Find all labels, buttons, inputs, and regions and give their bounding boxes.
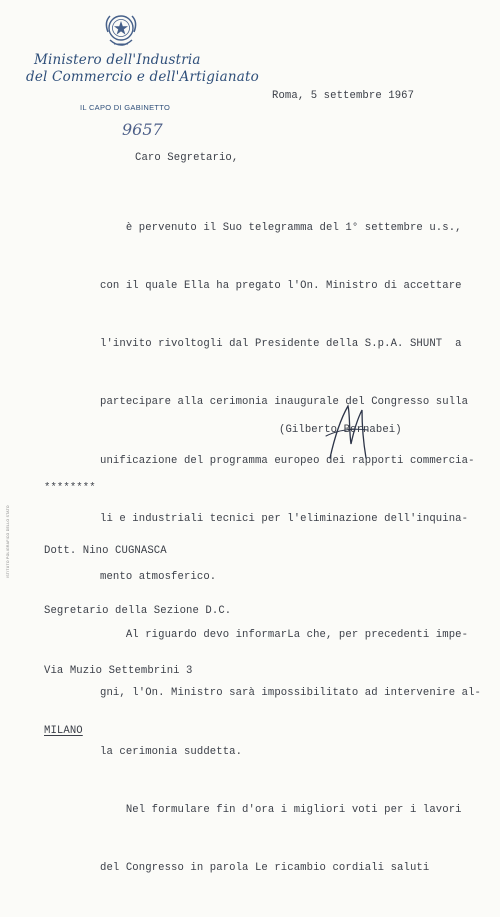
body-line: partecipare alla cerimonia inaugurale del Congresso sulla bbox=[100, 396, 469, 409]
body-line: Al riguardo devo informarLa che, per precedenti impe- bbox=[100, 629, 469, 642]
separator-stars: ******** bbox=[44, 482, 96, 494]
office-title: IL CAPO DI GABINETTO bbox=[80, 103, 171, 112]
body-line: l'invito rivoltogli dal Presidente della S.p.A. SHUNT a bbox=[100, 338, 462, 351]
italian-republic-emblem-icon bbox=[102, 10, 140, 52]
body-line: li e industriali tecnici per l'eliminazione dell'inquina- bbox=[100, 512, 469, 525]
addressee-street: Via Muzio Settembrini 3 bbox=[44, 665, 193, 677]
protocol-number: 9657 bbox=[122, 120, 163, 139]
addressee-title: Segretario della Sezione D.C. bbox=[44, 605, 232, 617]
addressee-block bbox=[44, 501, 231, 781]
body-line: unificazione del programma europeo dei rapporti commercia- bbox=[100, 454, 475, 467]
body-line: mento atmosferico. bbox=[100, 571, 217, 584]
body-line: Nel formulare fin d'ora i migliori voti per i lavori bbox=[100, 803, 462, 816]
body-line: del Congresso in parola Le ricambio cordiali saluti bbox=[100, 862, 430, 875]
body-line: con il quale Ella ha pregato l'On. Ministro di accettare bbox=[100, 280, 462, 293]
addressee-city: MILANO bbox=[44, 725, 83, 737]
place-date: Roma, 5 settembre 1967 bbox=[272, 90, 415, 102]
body-line: gni, l'On. Ministro sarà impossibilitato ad intervenire al- bbox=[100, 687, 481, 700]
ministry-line-2: del Commercio e dell'Artigianato bbox=[26, 69, 259, 86]
signatory-name: (Gilberto Bernabei) bbox=[279, 424, 402, 436]
salutation: Caro Segretario, bbox=[135, 152, 239, 164]
ministry-line-1: Ministero dell'Industria bbox=[34, 52, 201, 68]
handwritten-signature bbox=[318, 400, 378, 462]
body-line: è pervenuto il Suo telegramma del 1° settembre u.s., bbox=[100, 221, 462, 234]
body-line: la cerimonia suddetta. bbox=[100, 745, 243, 758]
addressee-name: Dott. Nino CUGNASCA bbox=[44, 545, 167, 557]
printer-mark: ISTITUTO POLIGRAFICO DELLO STATO bbox=[6, 505, 10, 578]
ministry-name bbox=[26, 52, 259, 87]
